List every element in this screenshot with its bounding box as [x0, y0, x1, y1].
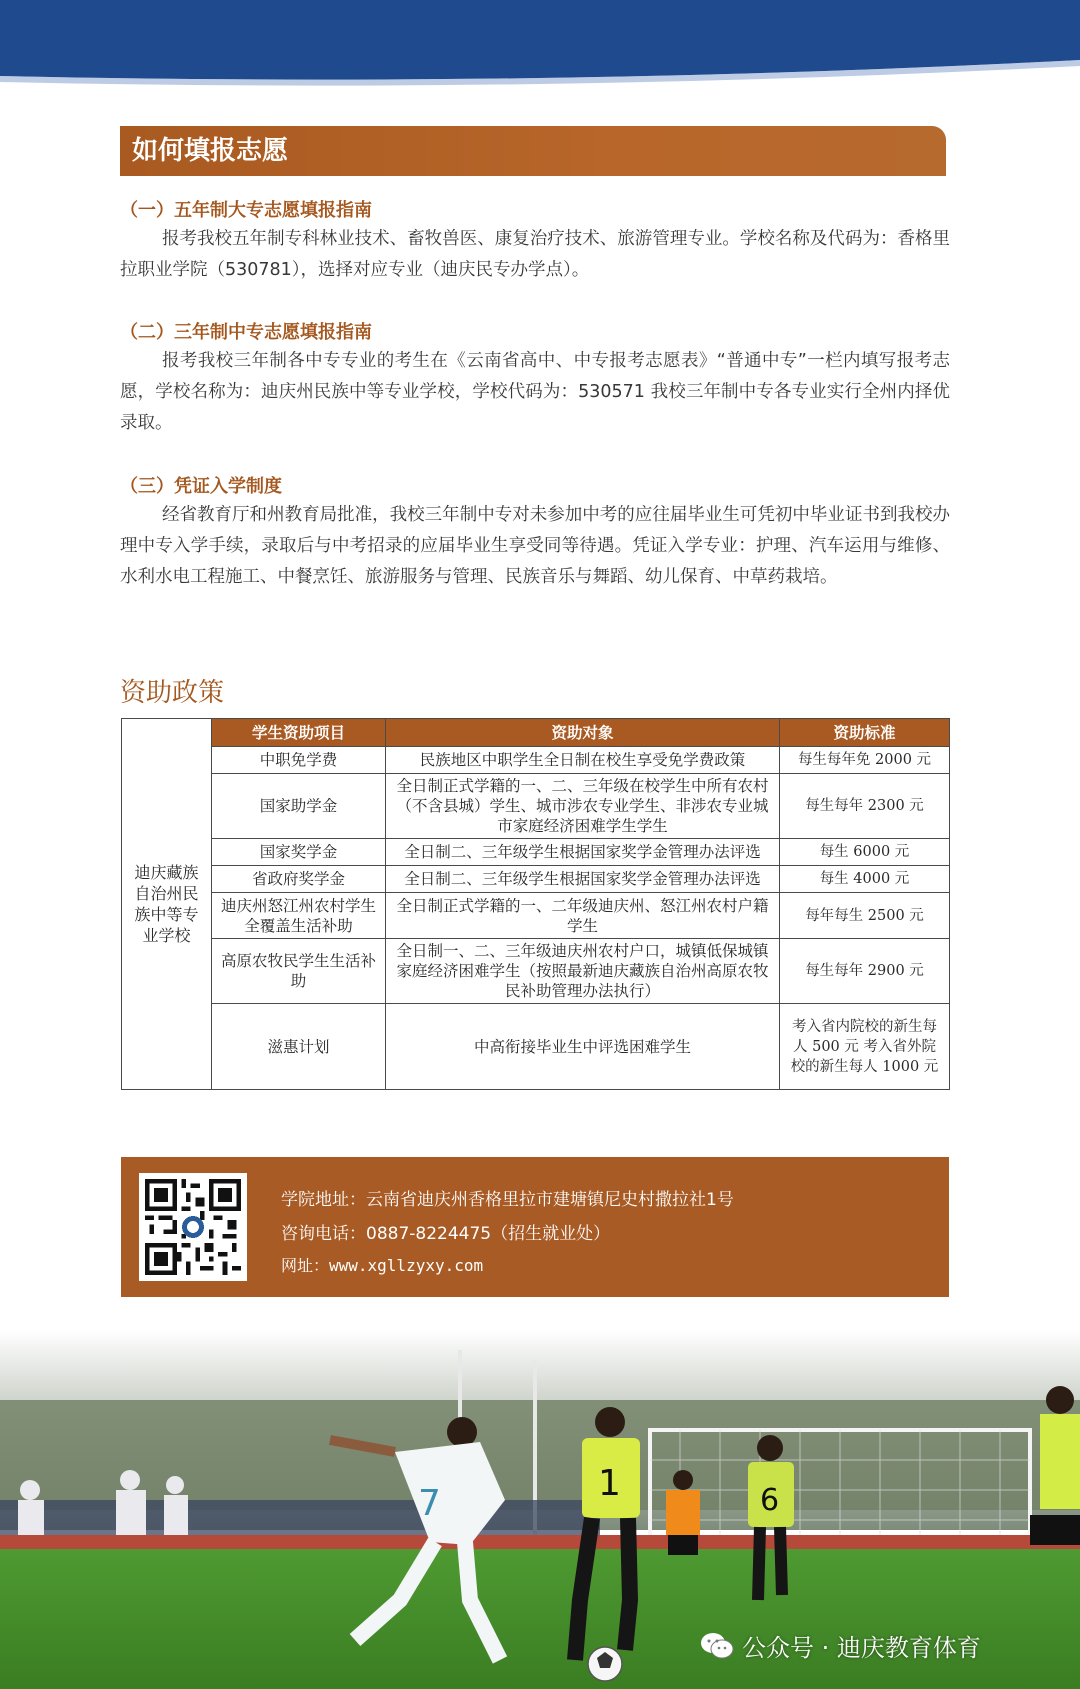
standard-cell: 考入省内院校的新生每人 500 元 考入省外院校的新生每人 1000 元 [780, 1004, 950, 1090]
table-row [122, 939, 950, 1004]
section-2-body: 报考我校三年制各中专专业的考生在《云南省高中、中专报考志愿表》“普通中专”一栏内填写报考志愿，学校名称为：迪庆州民族中等专业学校，学校代码为：530571 我校三年制中专各专业实行全州内择优录取。 [120, 351, 950, 433]
header-item: 学生资助项目 [212, 719, 386, 747]
table-row [122, 866, 950, 893]
svg-text:7: 7 [418, 1483, 441, 1524]
target-cell: 全日制二、三年级学生根据国家奖学金管理办法评选 [386, 866, 780, 893]
how-to-apply-header: 如何填报志愿 [120, 126, 946, 176]
item-cell: 高原农牧民学生生活补助 [212, 939, 386, 1004]
svg-text:1: 1 [598, 1463, 621, 1504]
section-3-body: 经省教育厅和州教育局批准，我校三年制中专对未参加中考的应往届毕业生可凭初中毕业证书到我校办理中专入学手续，录取后与中考招录的应届毕业生享受同等待遇。凭证入学专业：护理、汽车运用与维修、水利水电工程施工、中餐烹饪、旅游服务与管理、民族音乐与舞蹈、幼儿保育、中草药栽培。 [120, 505, 950, 587]
target-cell: 民族地区中职学生全日制在校生享受免学费政策 [386, 747, 780, 774]
target-cell: 全日制正式学籍的一、二、三年级在校学生中所有农村（不含县城）学生、城市涉农专业学生、非涉农专业城市家庭经济困难学生学生 [386, 774, 780, 839]
item-cell: 国家助学金 [212, 774, 386, 839]
item-cell: 中职免学费 [212, 747, 386, 774]
table-header-row [122, 719, 950, 747]
table-row [122, 774, 950, 839]
watermark-text: 公众号 · 迪庆教育体育 [742, 1634, 981, 1662]
contact-panel [121, 1157, 949, 1297]
table-row [122, 1004, 950, 1090]
table-row [122, 893, 950, 939]
header-target: 资助对象 [386, 719, 780, 747]
target-cell: 全日制一、二、三年级迪庆州农村户口，城镇低保城镇家庭经济困难学生（按照最新迪庆藏族自治州高原农牧民补助管理办法执行） [386, 939, 780, 1004]
watermark [700, 1628, 981, 1663]
section-3-title: （三）凭证入学制度 [120, 476, 282, 497]
contact-phone[interactable]: 咨询电话：0887-8224475（招生就业处） [281, 1224, 611, 1244]
wechat-icon [700, 1632, 734, 1660]
qr-code-icon[interactable] [139, 1173, 247, 1281]
top-decorative-band [0, 0, 1080, 86]
standard-cell: 每年每生 2500 元 [780, 893, 950, 939]
aid-policy-title: 资助政策 [120, 678, 225, 708]
item-cell: 国家奖学金 [212, 839, 386, 866]
standard-cell: 每生每年 2300 元 [780, 774, 950, 839]
aid-policy-table [121, 718, 950, 1090]
standard-cell: 每生每年 2900 元 [780, 939, 950, 1004]
item-cell: 省政府奖学金 [212, 866, 386, 893]
table-row [122, 747, 950, 774]
target-cell: 中高衔接毕业生中评选困难学生 [386, 1004, 780, 1090]
target-cell: 全日制二、三年级学生根据国家奖学金管理办法评选 [386, 839, 780, 866]
target-cell: 全日制正式学籍的一、二年级迪庆州、怒江州农村户籍学生 [386, 893, 780, 939]
contact-address: 学院地址：云南省迪庆州香格里拉市建塘镇尼史村撒拉社1号 [281, 1190, 734, 1210]
standard-cell: 每生 4000 元 [780, 866, 950, 893]
section-1-title: （一）五年制大专志愿填报指南 [120, 200, 372, 221]
contact-website[interactable]: 网址：www.xgllzyxy.com [281, 1256, 484, 1275]
section-2-title: （二）三年制中专志愿填报指南 [120, 322, 372, 343]
item-cell: 迪庆州怒江州农村学生全覆盖生活补助 [212, 893, 386, 939]
standard-cell: 每生 6000 元 [780, 839, 950, 866]
school-name-cell: 迪庆藏族自治州民族中等专业学校 [122, 719, 212, 1090]
header-standard: 资助标准 [780, 719, 950, 747]
table-row [122, 839, 950, 866]
svg-text:6: 6 [760, 1483, 780, 1518]
item-cell: 滋惠计划 [212, 1004, 386, 1090]
section-1-body: 报考我校五年制专科林业技术、畜牧兽医、康复治疗技术、旅游管理专业。学校名称及代码为：香格里拉职业学院（530781），选择对应专业（迪庆民专办学点）。 [120, 229, 950, 280]
standard-cell: 每生每年免 2000 元 [780, 747, 950, 774]
